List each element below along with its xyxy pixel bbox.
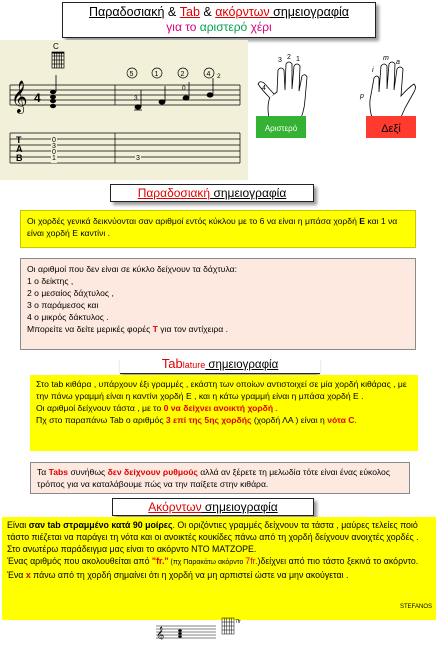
tab-p2c: . bbox=[273, 403, 278, 413]
tab-paragraph-1: Στο tab κιθάρα , υπάρχουν έξι γραμμές , εκάστη των οποίων αντιστοιχεί σε μία χορδή κιθάρας , με την πάνω γραμμή είναι η καντίνι χορδή E , και η κάτω γραμμή είναι η μπάσα χορδή E . bbox=[36, 379, 407, 401]
title-traditional: Παραδοσιακή bbox=[89, 5, 165, 19]
chords-p2g: πάνω από τη χορδή σημαίνει ότι η χορδή να μη αρπιστεί ώστε να μην ακούγεται . bbox=[30, 570, 349, 580]
chords-p1c: . Οι οριζόντιες γραμμές δείχνουν τα τάστα , μαύρες τελείες ποιό τάστο πιέζεται να παράγει τη νότα και οι ανοικτές κουκίδες πάνω από τη χορδή δείχνουν ανοιχτές χορδές . Στο ανωτέρω παράδειγμα μας είναι το ακόρντο ΝΤΟ ΜΑΤΖΟΡΕ. bbox=[7, 520, 419, 554]
chords-heading bbox=[112, 498, 314, 516]
chords-explanation-box bbox=[2, 517, 436, 620]
circled-number: 4 bbox=[206, 71, 211, 78]
left-finger-number: 3 bbox=[278, 57, 282, 64]
chords-p1a: Είναι bbox=[7, 520, 29, 530]
staff-svg bbox=[0, 40, 248, 180]
title-notation: σημειογραφία bbox=[269, 5, 349, 19]
thumb-text-b: T bbox=[152, 324, 158, 334]
right-finger-letter: m bbox=[383, 55, 389, 62]
finger-number: 3 bbox=[134, 95, 138, 102]
tab-fret: 3 bbox=[52, 143, 56, 150]
tablature-heading bbox=[120, 356, 320, 374]
chords-heading-a: Ακόρντων bbox=[148, 500, 202, 514]
time-signature: 4 bbox=[34, 91, 41, 105]
tab-letter: A bbox=[16, 144, 23, 154]
finger-item: 1 ο δείκτης , bbox=[27, 276, 74, 286]
tab-fret: 1 bbox=[52, 155, 56, 162]
traditional-heading-a: Παραδοσιακή bbox=[137, 186, 211, 200]
staff-tab-illustration bbox=[0, 40, 248, 180]
strings-explanation-box bbox=[20, 210, 416, 248]
tab-staff bbox=[10, 133, 240, 163]
finger-item: 3 ο παράμεσος και bbox=[27, 300, 99, 310]
circled-number: 5 bbox=[129, 71, 134, 78]
title-amp: & bbox=[199, 5, 216, 19]
tab-p3e: . bbox=[354, 415, 357, 425]
hands-illustration bbox=[250, 52, 435, 144]
title-chords: ακόρντων bbox=[215, 5, 270, 19]
hands-svg bbox=[250, 52, 435, 144]
tab-fret: 0 bbox=[52, 149, 56, 156]
right-hand-label: Δεξί bbox=[381, 123, 401, 135]
finger-number: 2 bbox=[217, 73, 221, 80]
tab-fret: 3 bbox=[136, 155, 140, 162]
chord-name: C bbox=[53, 42, 59, 51]
strings-text-3: και 1 να είναι χορδή E καντίνι . bbox=[27, 216, 398, 238]
tab-letter: B bbox=[16, 153, 23, 163]
small-chord-grid bbox=[222, 618, 234, 634]
strings-text-1: Οι χορδές γενικά δεικνύονται σαν αριθμοί εντός κύκλου με το 6 να είναι η μπάσα χορδή bbox=[27, 216, 360, 226]
left-finger-number: 2 bbox=[287, 54, 291, 61]
music-staff bbox=[10, 85, 240, 105]
tab-explanation-box bbox=[30, 375, 418, 451]
small-chord-svg bbox=[150, 614, 250, 640]
finger-number: 0 bbox=[182, 85, 186, 92]
chords-p2e: )δείχνει από πιο τάστο ξεκινά το ακόρντο. Ένα bbox=[7, 556, 419, 580]
tab-p3d: νότα C bbox=[327, 415, 355, 425]
tablature-heading-a: Tab bbox=[161, 356, 183, 371]
tabs-rhythm-box bbox=[30, 462, 410, 494]
left-hand-icon bbox=[258, 62, 307, 124]
tabs-text-b: Tabs bbox=[48, 467, 69, 477]
title-amp: & bbox=[164, 5, 180, 19]
chords-p2f: x bbox=[25, 570, 31, 580]
tablature-heading-b: lature bbox=[182, 360, 206, 370]
title-line2-b: αριστερό bbox=[199, 20, 248, 34]
finger-item: 2 ο μεσαίος δάχτυλος , bbox=[27, 288, 114, 298]
treble-clef-icon: 𝄞 bbox=[156, 626, 165, 640]
thumb-text-a: Μπορείτε να δείτε μερικές φορές bbox=[27, 324, 153, 334]
tabs-text-e: αλλά αν ξέρετε τη μελωδία τότε είναι ένας εύκολος τρόπος για να καταλάβουμε πώς να την παίξετε στην κιθάρα. bbox=[37, 467, 390, 489]
right-finger-letter: p bbox=[360, 93, 364, 100]
small-chord-example bbox=[150, 614, 250, 640]
chord-notes bbox=[50, 75, 56, 108]
signature: STEFANOS bbox=[400, 604, 433, 610]
tab-p3a: Πχ στο παραπάνω Tab ο αριθμός bbox=[36, 415, 166, 425]
fingers-explanation-box bbox=[20, 258, 416, 350]
fingers-intro: Οι αριθμοί που δεν είναι σε κύκλο δείχνουν τα δάχτυλα: bbox=[27, 264, 237, 274]
tab-p3c: (χορδή ΛΑ ) είναι η bbox=[251, 415, 328, 425]
circled-number: 1 bbox=[154, 71, 159, 78]
tab-p2a: Οι αριθμοί δείχνουν τάστα , με το bbox=[36, 403, 164, 413]
string-number-circles bbox=[127, 68, 214, 78]
tabs-text-d: δεν δείχνουν ρυθμούς bbox=[107, 467, 198, 477]
finger-item: 4 ο μικρός δάκτυλος . bbox=[27, 312, 109, 322]
traditional-heading-b: σημειογραφία bbox=[210, 186, 287, 200]
traditional-heading bbox=[110, 184, 314, 202]
tab-frets bbox=[51, 137, 141, 163]
tab-letter: T bbox=[16, 135, 22, 145]
treble-clef-icon: 𝄞 bbox=[11, 81, 28, 112]
thumb-text-c: για τον αντίχειρα . bbox=[157, 324, 229, 334]
chords-p2d: 7fr. bbox=[245, 556, 258, 566]
left-finger-number: 4 bbox=[262, 85, 266, 92]
small-fret-label: 7fr bbox=[235, 619, 241, 625]
chords-heading-b: σημειογραφία bbox=[201, 500, 278, 514]
right-finger-letter: i bbox=[372, 67, 374, 74]
tab-p2b: 0 να δείχνει ανοικτή χορδή bbox=[163, 403, 274, 413]
strings-text-2: E bbox=[359, 216, 365, 226]
chord-diagram bbox=[52, 52, 64, 68]
tab-p3b: 3 επί της 5ης χορδής bbox=[165, 415, 252, 425]
circled-number: 2 bbox=[180, 71, 185, 78]
tabs-text-c: συνήθως bbox=[68, 467, 108, 477]
title-tab: Tab bbox=[179, 5, 200, 19]
chords-p2c: (πχ Παρακάτω ακόρντο bbox=[168, 559, 246, 566]
tab-fret: 0 bbox=[52, 137, 56, 144]
right-finger-letter: a bbox=[396, 59, 400, 66]
tablature-heading-c: σημειογραφία bbox=[205, 359, 279, 371]
chords-p2b: "fr." bbox=[151, 556, 169, 566]
title-line2-a: για το bbox=[166, 20, 200, 34]
page-title bbox=[62, 2, 376, 38]
title-line2-c: χέρι bbox=[247, 20, 272, 34]
chords-p1b: σαν tab στραμμένο κατά 90 μοίρες bbox=[28, 520, 173, 530]
tabs-text-a: Τα bbox=[37, 467, 49, 477]
left-hand-label: Αριστερό bbox=[264, 124, 298, 133]
chords-p2a: Ένας αριθμός που ακολουθείται από bbox=[7, 556, 152, 566]
left-finger-number: 1 bbox=[296, 56, 300, 63]
